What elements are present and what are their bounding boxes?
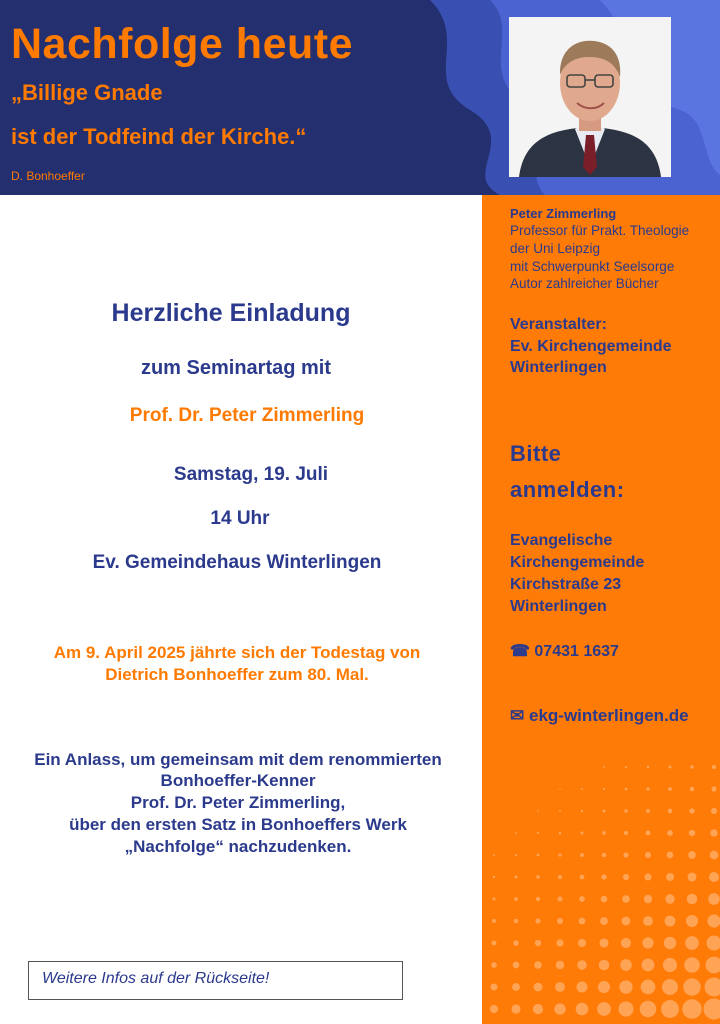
description-line: über den ersten Satz in Bonhoeffers Werk xyxy=(69,815,407,834)
quote-line-2: ist der Todfeind der Kirche.“ xyxy=(11,124,307,149)
speaker-fullname: Prof. Dr. Peter Zimmerling xyxy=(129,405,365,426)
invitation-heading: Herzliche Einladung xyxy=(111,299,351,327)
register-heading: Bitte xyxy=(510,441,562,466)
description-line: Ein Anlass, um gemeinsam mit dem renommierten xyxy=(34,750,442,769)
anniversary-line: Am 9. April 2025 jährte sich der Todestag von xyxy=(53,643,421,662)
quote-line-1: „Billige Gnade xyxy=(11,80,163,105)
organizer-place: Winterlingen xyxy=(510,359,607,376)
speaker-info-line: Autor zahlreicher Bücher xyxy=(510,276,659,291)
register-heading: anmelden: xyxy=(510,477,625,502)
address-line: Winterlingen xyxy=(510,598,607,615)
speaker-info-line: Professor für Prakt. Theologie xyxy=(510,223,690,238)
info-box-text: Weitere Infos auf der Rückseite! xyxy=(42,970,270,987)
organizer-label: Veranstalter: xyxy=(510,316,607,333)
address-line: Kirchstraße 23 xyxy=(510,576,622,593)
event-time: 14 Uhr xyxy=(210,508,270,529)
address-line: Kirchengemeinde xyxy=(510,554,645,571)
anniversary-line: Dietrich Bonhoeffer zum 80. Mal. xyxy=(105,665,369,684)
phone-number: 07431 1637 xyxy=(534,643,619,660)
info-box xyxy=(28,961,403,1000)
speaker-name: Peter Zimmerling xyxy=(510,206,617,221)
envelope-icon: ✉ xyxy=(510,706,525,725)
event-location: Ev. Gemeindehaus Winterlingen xyxy=(92,552,382,573)
description-line: „Nachfolge“ nachzudenken. xyxy=(124,837,352,856)
invitation-subheading: zum Seminartag mit xyxy=(140,357,332,379)
event-date: Samstag, 19. Juli xyxy=(173,464,329,485)
phone-icon: ☎ xyxy=(510,643,530,660)
sidebar xyxy=(482,195,720,1024)
dot-pattern-decoration xyxy=(482,755,720,1024)
quote-author: D. Bonhoeffer xyxy=(11,169,85,183)
speaker-info-line: mit Schwerpunkt Seelsorge xyxy=(510,259,675,274)
description-line: Bonhoeffer-Kenner xyxy=(160,771,316,790)
description-line: Prof. Dr. Peter Zimmerling, xyxy=(130,793,346,812)
speaker-info-line: der Uni Leipzig xyxy=(510,241,601,256)
header-banner xyxy=(0,0,720,195)
page-title: Nachfolge heute xyxy=(11,20,353,68)
speaker-photo xyxy=(509,17,671,177)
organizer-name: Ev. Kirchengemeinde xyxy=(510,338,672,355)
website-link[interactable] xyxy=(510,706,689,726)
address-line: Evangelische xyxy=(510,532,613,549)
website-url: ekg-winterlingen.de xyxy=(528,706,689,725)
phone-line[interactable] xyxy=(510,641,619,661)
